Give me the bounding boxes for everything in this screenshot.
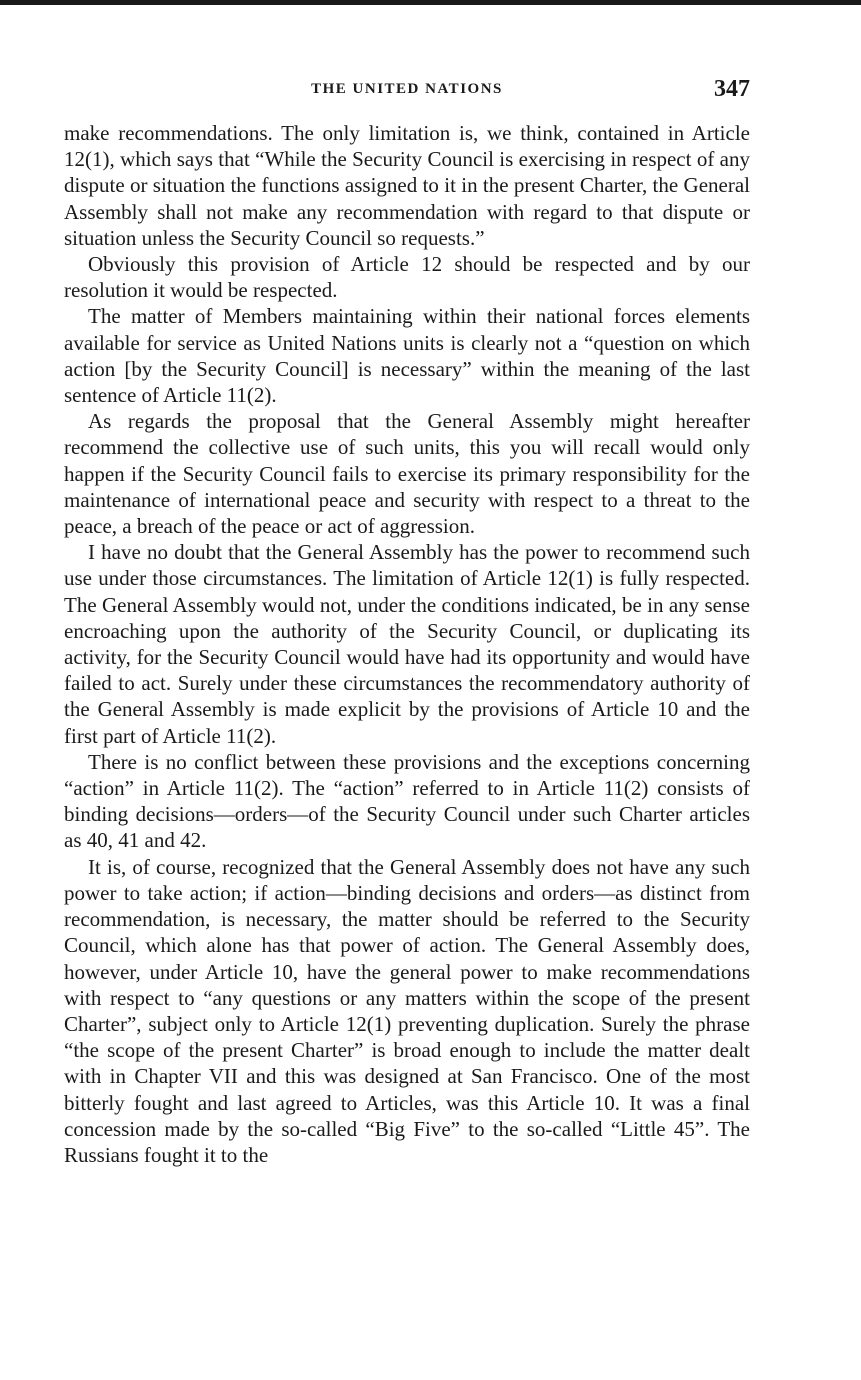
top-border-rule — [0, 0, 861, 5]
paragraph: There is no conflict between these provisions and the exceptions concerning “action” in Article 11(2). The “action” referred to in Article 11(2) consists of binding decisions—orders—of the Security Council under such Charter articles as 40, 41 and 42. — [64, 749, 750, 853]
body-text — [64, 120, 750, 1168]
paragraph: As regards the proposal that the General Assembly might hereafter recommend the collective use of such units, this you will recall would only happen if the Security Council fails to exercise its primary responsibility for the maintenance of international peace and security with respect to a threat to the peace, a breach of the peace or act of aggression. — [64, 409, 750, 539]
running-title: THE UNITED NATIONS — [311, 81, 503, 97]
paragraph: Obviously this provision of Article 12 should be respected and by our resolution it would be respected. — [64, 252, 750, 303]
paragraph: The matter of Members maintaining within their national forces elements available for service as United Nations units is clearly not a “question on which action [by the Security Council] is necessary” within the meaning of the last sentence of Article 11(2). — [64, 304, 750, 408]
running-header — [64, 78, 750, 108]
paragraph: I have no doubt that the General Assembly has the power to recommend such use under those circumstances. The limitation of Article 12(1) is fully respected. The General Assembly would not, under the conditions indicated, be in any sense encroaching upon the authority of the Security Council, or duplicating its activity, for the Security Council would have had its opportunity and would have failed to act. Surely under these circumstances the recommendatory authority of the General Assembly is made explicit by the provisions of Article 10 and the first part of Article 11(2). — [64, 540, 750, 748]
paragraph-continued: make recommendations. The only limitation is, we think, contained in Article 12(1), which says that “While the Security Council is exercising in respect of any dispute or situation the functions assigned to it in the present Charter, the General Assembly shall not make any recommendation with regard to that dispute or situation unless the Security Council so requests.” — [64, 121, 750, 250]
paragraph: It is, of course, recognized that the General Assembly does not have any such power to take action; if action—binding decisions and orders—as distinct from recommendation, is necessary, the matter should be referred to the Security Council, which alone has that power of action. The General Assembly does, however, under Article 10, have the general power to make recommendations with respect to “any questions or any matters within the scope of the present Charter”, subject only to Article 12(1) preventing duplication. Surely the phrase “the scope of the present Charter” is broad enough to include the matter dealt with in Chapter VII and this was designed at San Francisco. One of the most bitterly fought and last agreed to Articles, was this Article 10. It was a final concession made by the so-called “Big Five” to the so-called “Little 45”. The Russians fought it to the — [64, 854, 750, 1167]
page-number: 347 — [714, 76, 750, 102]
